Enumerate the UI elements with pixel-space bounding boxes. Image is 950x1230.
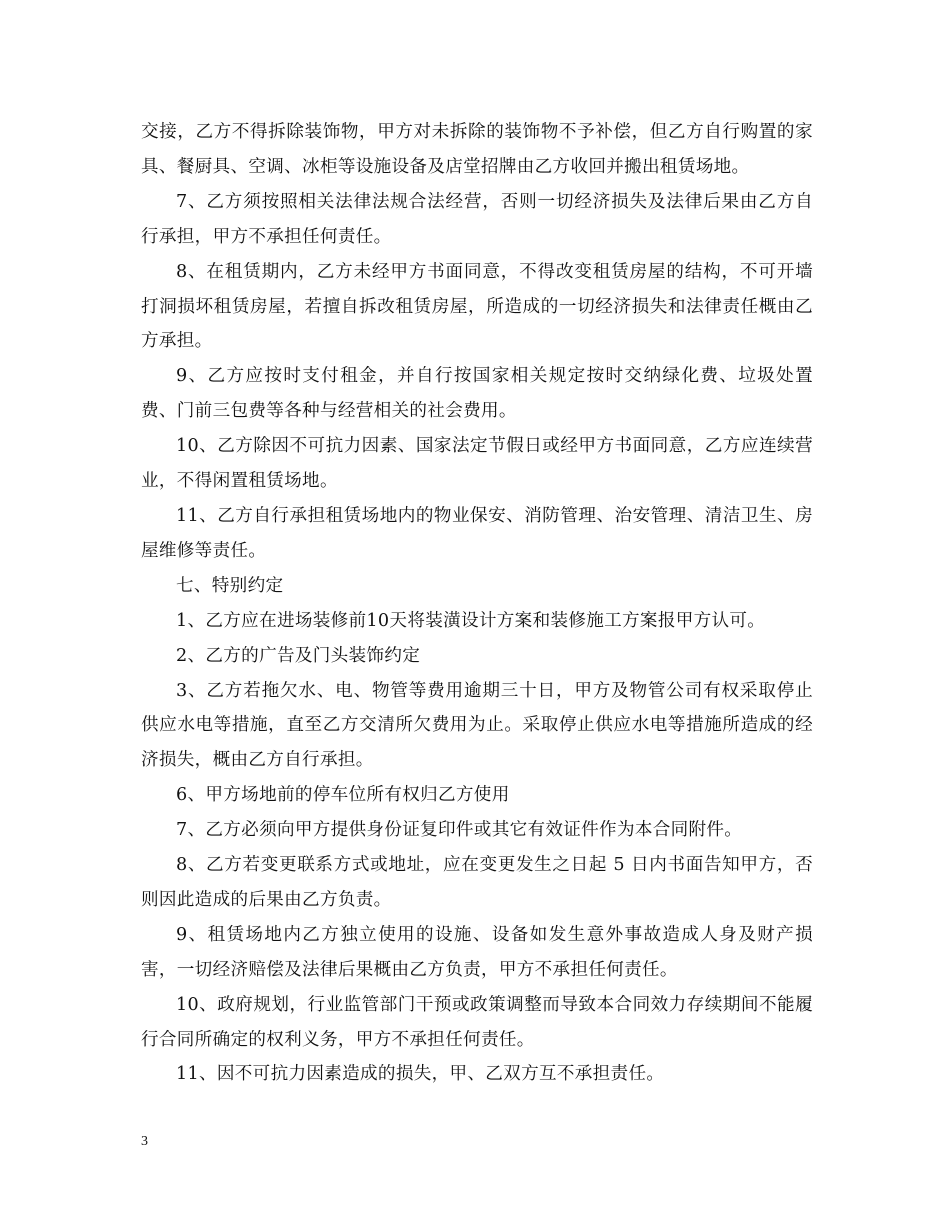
special-clause-6: 6、甲方场地前的停车位所有权归乙方使用 bbox=[176, 785, 510, 806]
special-clause-7: 7、乙方必须向甲方提供身份证复印件或其它有效证件作为本合同附件。 bbox=[176, 820, 743, 841]
special-clause-3: 3、乙方若拖欠水、电、物管等费用逾期三十日，甲方及物管公司有权采取停止供应水电等措施，直至乙方交清所欠费用为止。采取停止供应水电等措施所造成的经济损失，概由乙方自行承担。 bbox=[141, 680, 813, 771]
clause-7-legal-operation: 7、乙方须按照相关法律法规合法经营，否则一切经济损失及法律后果由乙方自行承担，甲方不承担任何责任。 bbox=[141, 191, 813, 247]
clause-10-continuous-operation: 10、乙方除因不可抗力因素、国家法定节假日或经甲方书面同意，乙方应连续营业，不得闲置租赁场地。 bbox=[141, 436, 813, 492]
clause-11-responsibilities: 11、乙方自行承担租赁场地内的物业保安、消防管理、治安管理、清洁卫生、房屋维修等责任。 bbox=[141, 505, 813, 561]
page-number: 3 bbox=[141, 1134, 148, 1149]
clause-8-structure: 8、在租赁期内，乙方未经甲方书面同意，不得改变租赁房屋的结构，不可开墙打洞损坏租赁房屋，若擅自拆改租赁房屋，所造成的一切经济损失和法律责任概由乙方承担。 bbox=[141, 261, 813, 352]
section-heading-special-terms: 七、特别约定 bbox=[176, 575, 284, 596]
special-clause-9: 9、租赁场地内乙方独立使用的设施、设备如发生意外事故造成人身及财产损害，一切经济赔偿及法律后果概由乙方负责，甲方不承担任何责任。 bbox=[141, 924, 813, 980]
paragraph-continuation: 交接，乙方不得拆除装饰物，甲方对未拆除的装饰物不予补偿，但乙方自行购置的家具、餐厨具、空调、冰柜等设施设备及店堂招牌由乙方收回并搬出租赁场地。 bbox=[141, 122, 813, 177]
special-clause-2: 2、乙方的广告及门头装饰约定 bbox=[176, 645, 421, 666]
contract-body bbox=[141, 115, 813, 1092]
special-clause-8: 8、乙方若变更联系方式或地址，应在变更发生之日起 5 日内书面告知甲方，否则因此造成的后果由乙方负责。 bbox=[141, 855, 813, 910]
special-clause-11: 11、因不可抗力因素造成的损失，甲、乙双方互不承担责任。 bbox=[176, 1064, 665, 1085]
special-clause-10: 10、政府规划，行业监管部门干预或政策调整而导致本合同效力存续期间不能履行合同所确定的权利义务，甲方不承担任何责任。 bbox=[141, 994, 813, 1050]
special-clause-1: 1、乙方应在进场装修前10天将装潢设计方案和装修施工方案报甲方认可。 bbox=[176, 610, 766, 631]
clause-9-rent-fees: 9、乙方应按时支付租金，并自行按国家相关规定按时交纳绿化费、垃圾处置费、门前三包费等各种与经营相关的社会费用。 bbox=[141, 366, 813, 422]
